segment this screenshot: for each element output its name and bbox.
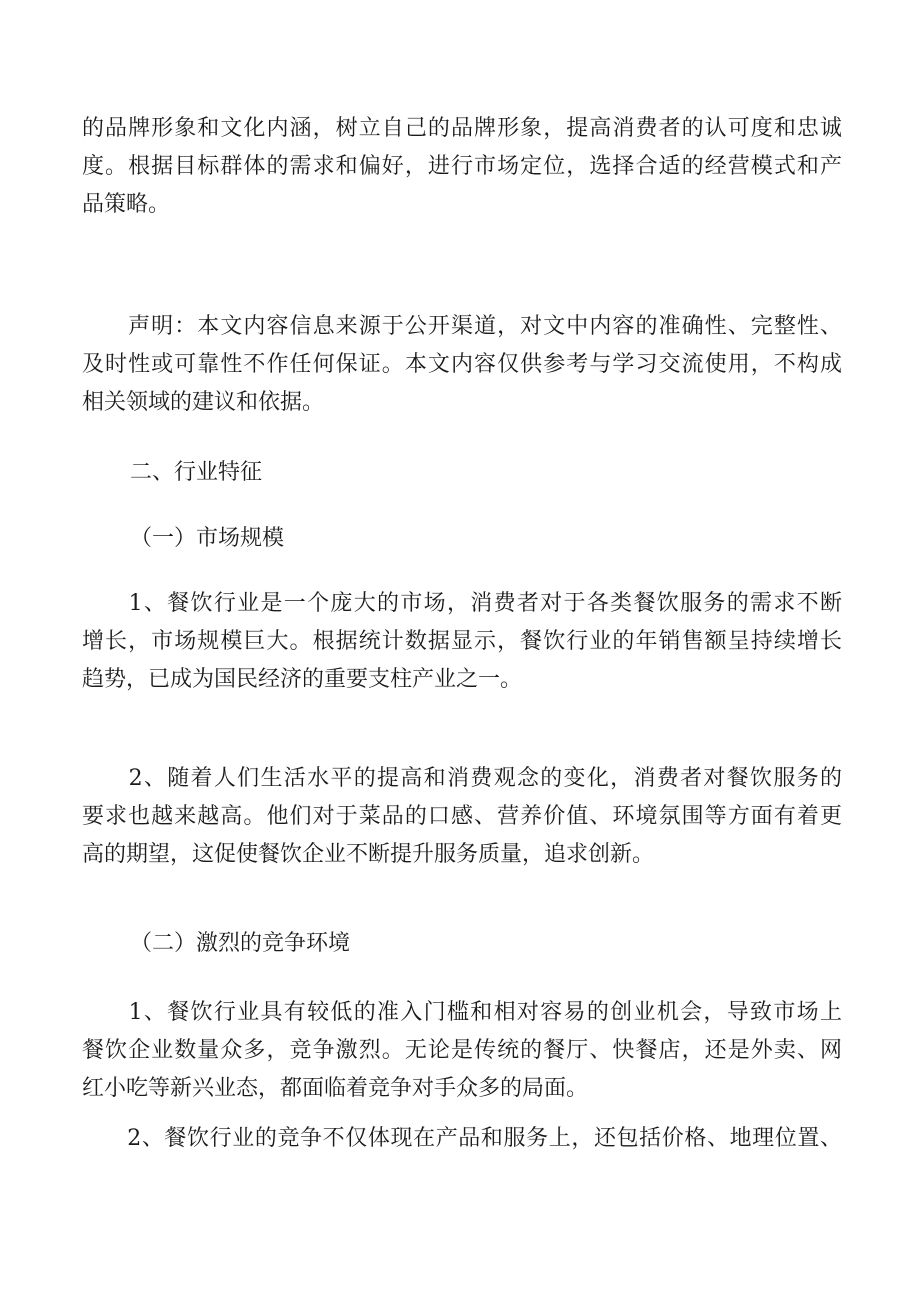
text-line: 及时性或可靠性不作任何保证。本文内容仅供参考与学习交流使用，不构成 [82,352,842,377]
text-line: 2、随着人们生活水平的提高和消费观念的变化，消费者对餐饮服务的 [82,766,842,791]
text-line: 2、餐饮行业的竞争不仅体现在产品和服务上，还包括价格、地理位置、 [82,1126,842,1151]
text-line: 餐饮企业数量众多，竞争激烈。无论是传统的餐厅、快餐店，还是外卖、网 [82,1038,842,1063]
text-line: 要求也越来越高。他们对于菜品的口感、营养价值、环境氛围等方面有着更 [82,804,842,829]
text-line: 高的期望，这促使餐饮企业不断提升服务质量，追求创新。 [82,842,655,867]
paragraph-market-size-1 [82,585,842,699]
paragraph-brand-positioning [82,110,842,224]
text-line: 声明：本文内容信息来源于公开渠道，对文中内容的准确性、完整性、 [82,314,842,339]
paragraph-competition-1 [82,994,842,1108]
subsection-heading-market-size: （一）市场规模 [130,526,285,551]
text-line: 趋势，已成为国民经济的重要支柱产业之一。 [82,667,523,692]
paragraph-market-size-2 [82,760,842,874]
text-line: 增长，市场规模巨大。根据统计数据显示，餐饮行业的年销售额呈持续增长 [82,629,842,654]
text-line: 度。根据目标群体的需求和偏好，进行市场定位，选择合适的经营模式和产 [82,154,842,179]
text-line: 1、餐饮行业是一个庞大的市场，消费者对于各类餐饮服务的需求不断 [82,591,842,616]
section-heading: 二、行业特征 [130,460,263,485]
text-line: 1、餐饮行业具有较低的准入门槛和相对容易的创业机会，导致市场上 [82,1000,842,1025]
paragraph-disclaimer [82,308,842,422]
text-line: 红小吃等新兴业态，都面临着竞争对手众多的局面。 [82,1076,589,1101]
text-line: 相关领域的建议和依据。 [82,390,325,415]
text-line: 的品牌形象和文化内涵，树立自己的品牌形象，提高消费者的认可度和忠诚 [82,116,842,141]
text-line: 品策略。 [82,192,171,217]
subsection-heading-competition: （二）激烈的竞争环境 [130,931,351,956]
paragraph-competition-2 [82,1120,842,1158]
